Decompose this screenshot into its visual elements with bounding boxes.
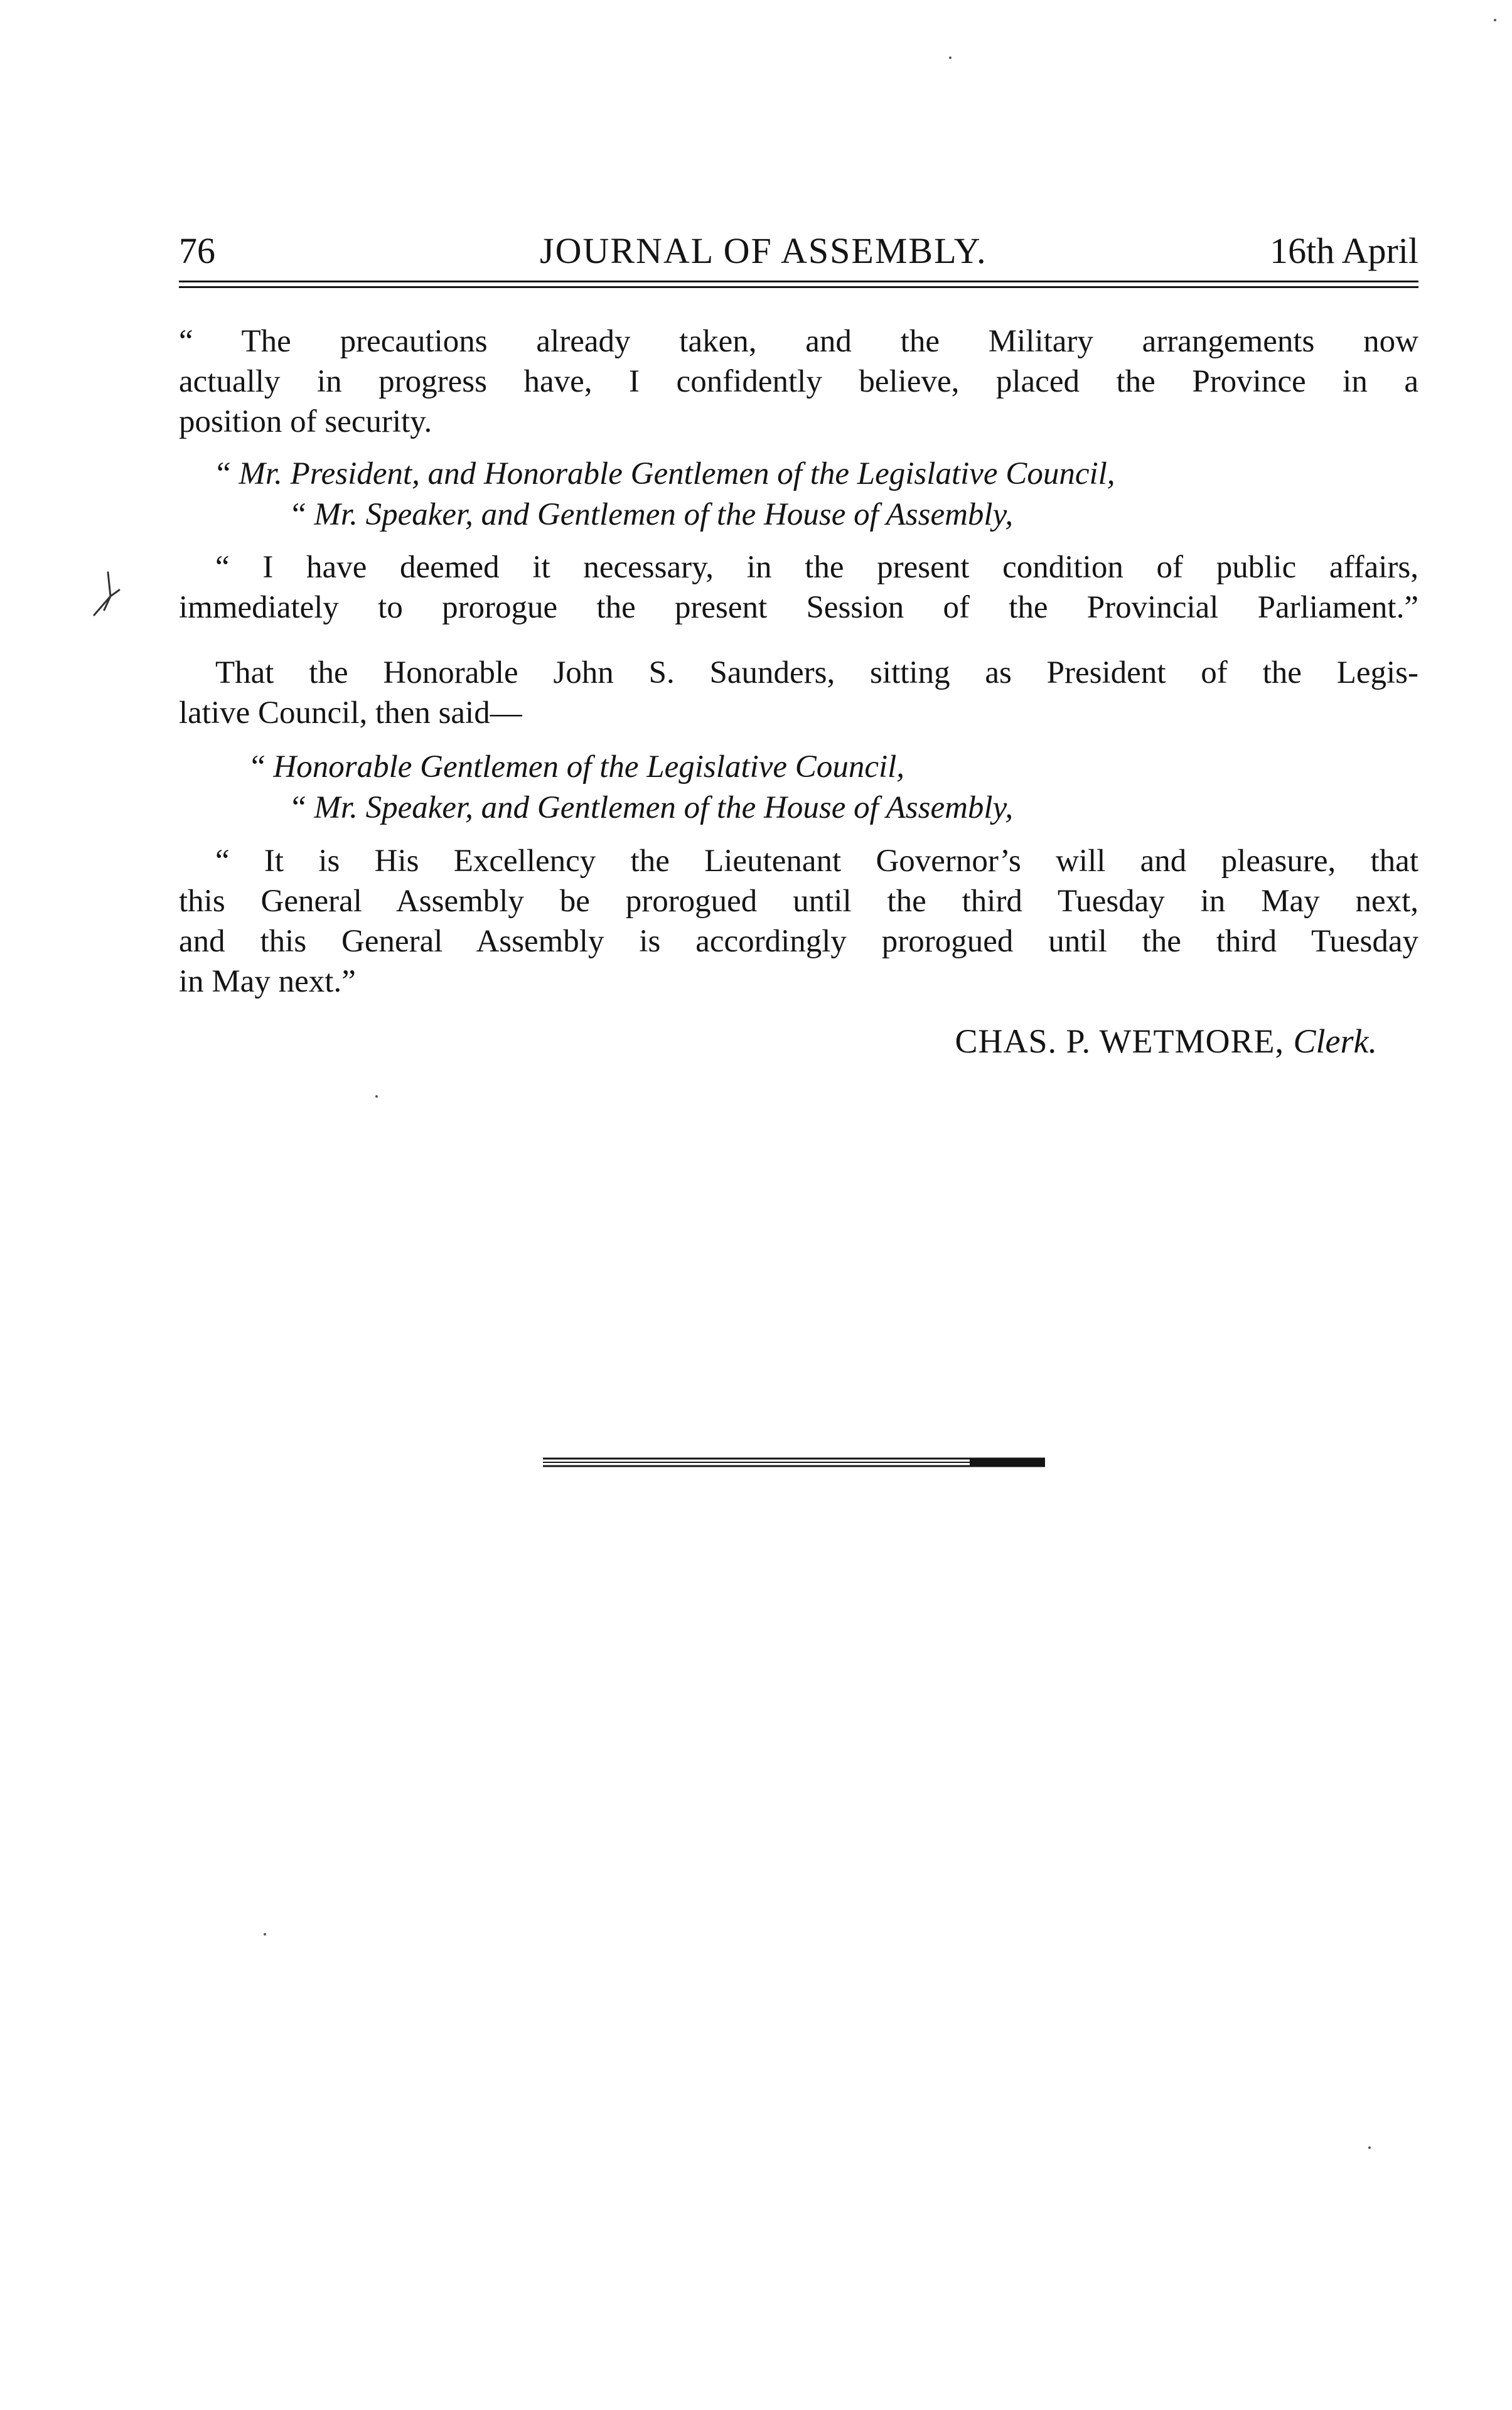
clerk-role: Clerk.: [1293, 1022, 1377, 1060]
print-speck: [1494, 19, 1496, 21]
address-text: Mr. Speaker, and Gentlemen of the House of Assembly,: [314, 497, 1014, 532]
address-text: Honorable Gentlemen of the Legislative Council,: [273, 749, 905, 785]
text-line: lative Council, then said—: [179, 695, 522, 731]
print-speck: [264, 1933, 266, 1936]
text-line: That the Honorable John S. Saunders, sitting as President of the Legis-: [215, 655, 1418, 690]
address-text: Mr. President, and Honorable Gentlemen of the Legislative Council,: [239, 456, 1115, 491]
running-header: [179, 229, 1418, 273]
open-quote: “: [292, 790, 314, 825]
clerk-signature: [955, 1020, 1377, 1063]
text-line: in May next.”: [179, 964, 356, 999]
header-rule-top: [179, 281, 1418, 282]
text-line: “ The precautions already taken, and the Military arrangements now: [179, 324, 1418, 359]
print-speck: [949, 56, 952, 59]
print-speck: [1368, 2146, 1371, 2149]
running-date: 16th April: [1270, 230, 1418, 271]
text-line: position of security.: [179, 404, 432, 439]
text-line: “ It is His Excellency the Lieutenant Governor’s will and pleasure, that: [215, 844, 1418, 879]
print-speck: [375, 1095, 378, 1098]
address-line: [217, 454, 1115, 494]
clerk-name: CHAS. P. WETMORE,: [955, 1022, 1285, 1060]
running-title: JOURNAL OF ASSEMBLY.: [540, 230, 987, 271]
address-line: [292, 495, 1013, 535]
open-quote: “: [292, 497, 314, 532]
text-line: immediately to prorogue the present Session of the Provincial Parliament.”: [179, 590, 1418, 625]
margin-pencil-mark: [89, 571, 127, 621]
text-line: this General Assembly be prorogued until the third Tuesday in May next,: [179, 884, 1418, 919]
text-line: “ I have deemed it necessary, in the present condition of public affairs,: [215, 550, 1418, 585]
address-text: Mr. Speaker, and Gentlemen of the House of Assembly,: [314, 790, 1014, 825]
open-quote: “: [251, 749, 274, 785]
section-end-rule: [543, 1455, 1045, 1470]
header-rule-bottom: [179, 286, 1418, 288]
text-line: actually in progress have, I confidently believe, placed the Province in a: [179, 364, 1418, 399]
open-quote: “: [217, 456, 239, 491]
page-number: 76: [179, 230, 215, 271]
address-line: [251, 747, 904, 787]
text-line: and this General Assembly is accordingly prorogued until the third Tuesday: [179, 924, 1418, 959]
address-line: [292, 788, 1013, 828]
